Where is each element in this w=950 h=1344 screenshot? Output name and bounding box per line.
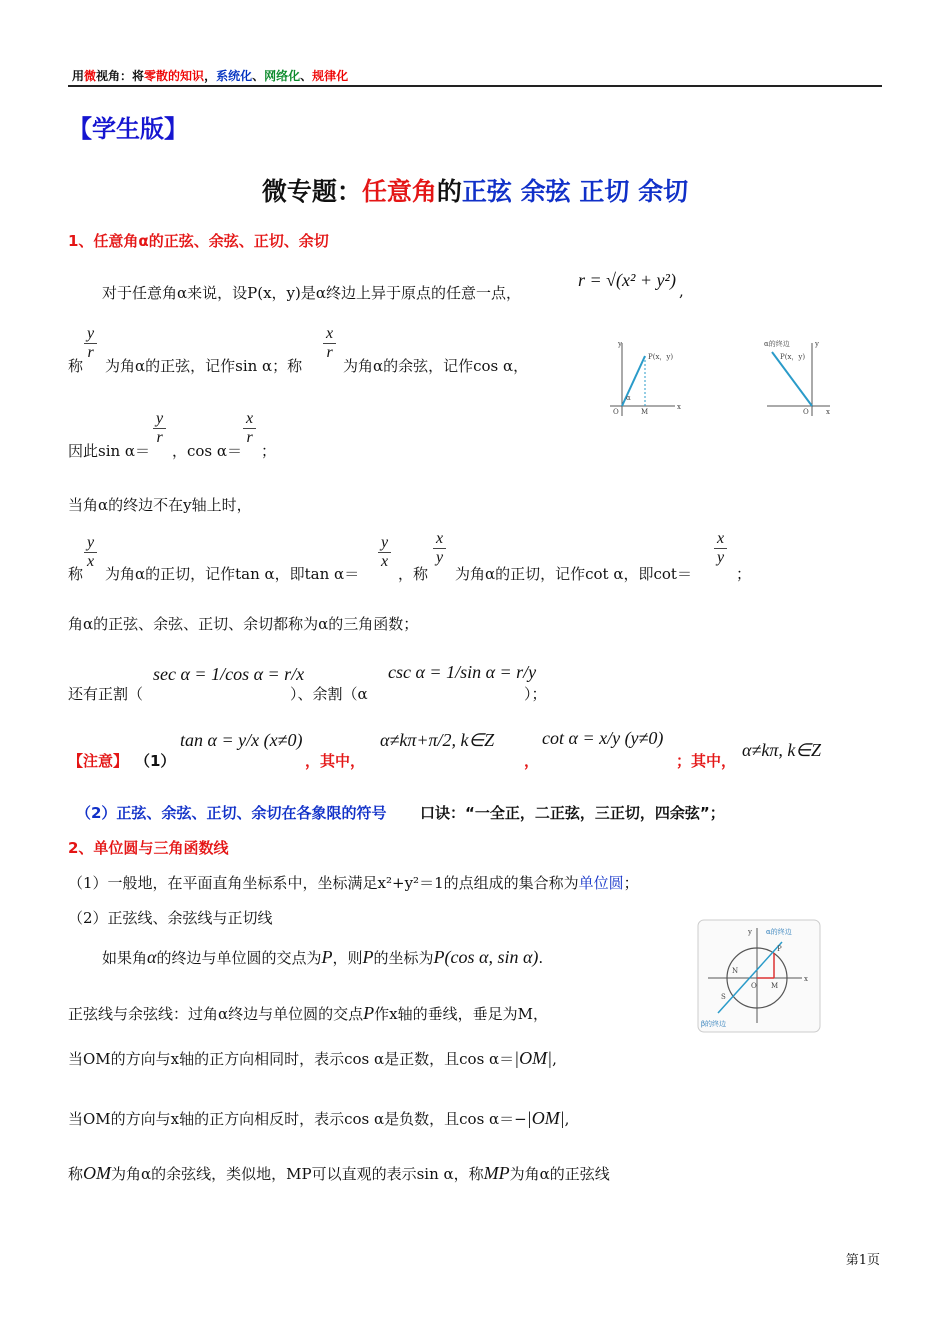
condition1: α≠kπ+π/2, k∈Z [380, 730, 495, 750]
cheng-label: 称 [68, 565, 84, 583]
axis-note: 当角α的终边不在y轴上时， [68, 496, 252, 514]
note-comma: ， [524, 752, 540, 770]
page-title [0, 172, 950, 208]
section2-p2: （2）正弦线、余弦线与正切线 [68, 909, 273, 927]
p1-text: （1）一般地，在平面直角坐标系中，坐标满足x²+y²＝1的点组成的集合称为 [68, 874, 579, 892]
frac-x-over-y: $\frac{x}{y}$ [714, 530, 727, 567]
title-part: 正弦 [461, 177, 512, 206]
comma-cheng: ，称 [398, 565, 429, 583]
MP-symbol: MP [483, 1163, 510, 1183]
p1-text: ； [623, 874, 639, 892]
section2-heading: 2、单位圆与三角函数线 [68, 839, 229, 857]
fig3-alpha-edge: α的终边 [766, 928, 792, 936]
fig3-S: S [721, 993, 726, 1001]
fig3-M: M [771, 982, 779, 990]
cos-definition: 为角α的余弦，记作cos α， [343, 357, 529, 375]
header-text: 规律化 [312, 69, 349, 83]
P-symbol: P [362, 947, 374, 967]
where1: ，其中， [305, 752, 366, 770]
fig3-beta-edge: β的终边 [701, 1020, 727, 1028]
figure-second-quadrant [762, 338, 842, 418]
fig3-O: O [751, 982, 757, 990]
csc-formula: csc α = 1/sin α = r/y [388, 662, 537, 682]
title-part: 的 [436, 177, 462, 206]
where2: ；其中， [676, 752, 737, 770]
fig1-x: x [677, 403, 681, 411]
cot-definition: 为角α的正切，记作cot α，即cot＝ [455, 565, 692, 583]
abs-OM: |OM| [514, 1048, 553, 1068]
p7-text: 为角α的正弦线 [509, 1165, 610, 1183]
note-item1: （1） [135, 752, 176, 770]
section2-p7 [68, 1163, 610, 1184]
p3-text: ，则 [332, 949, 363, 967]
P-symbol: P [321, 947, 333, 967]
p3-text: 如果角 [102, 949, 148, 967]
fig3-y: y [748, 928, 752, 936]
p3-text: 的终边与单位圆的交点为 [156, 949, 322, 967]
mnemonic: 口诀：“一全正，二正弦，三正切，四余弦”； [420, 804, 725, 822]
header-text: 用 [72, 69, 85, 83]
fig1-M: M [641, 408, 649, 416]
header-text: 系统化 [216, 69, 253, 83]
p3-text: 的坐标为 [373, 949, 434, 967]
frac-y-over-r: $\frac{y}{r}$ [153, 410, 166, 447]
P-symbol: P [363, 1003, 375, 1023]
alpha-symbol: α [147, 947, 157, 967]
secant-lead: 还有正割（ [68, 685, 144, 703]
frac-x-over-r: $\frac{x}{r}$ [323, 325, 336, 362]
header-text: 网络化 [264, 69, 301, 83]
title-part: 余切 [638, 177, 689, 206]
sin-definition: 为角α的正弦，记作sin α；称 [105, 357, 303, 375]
figure-first-quadrant [605, 338, 685, 418]
note-label: 【注意】 [68, 752, 129, 770]
cos-eq-text: ，cos α＝ [172, 442, 243, 460]
close-paren: ）； [524, 685, 547, 703]
section1-intro: 对于任意角α来说，设P(x，y)是α终边上异于原点的任意一点， [102, 284, 521, 302]
section2-p5: 当OM的方向与x轴的正方向相同时，表示cos α是正数，且cos α＝|OM|, [68, 1048, 557, 1068]
p4-text: 正弦线与余弦线：过角α终边与单位圆的交点 [68, 1005, 364, 1023]
frac-y-over-r: $\frac{y}{r}$ [84, 325, 97, 362]
header-text: 微 [84, 69, 97, 83]
p7-text: 为角α的余弦线，类似地，MP可以直观的表示sin α，称 [111, 1165, 484, 1183]
fig1-y: y [618, 340, 622, 348]
section2-p3: 如果角α的终边与单位圆的交点为P，则P的坐标为P(cos α, sin α). [102, 947, 544, 967]
fig1-origin: O [613, 408, 619, 416]
header-rule [68, 85, 882, 87]
header-text: 、 [252, 69, 265, 83]
page-number: 第1页 [845, 1253, 880, 1268]
semicolon: ； [261, 442, 277, 460]
header-text: 零散的知识 [144, 69, 205, 83]
abs-OM: |OM| [526, 1108, 565, 1128]
title-part: 微专题： [261, 177, 362, 206]
figure-unit-circle [696, 918, 824, 1036]
version-label: 【学生版】 [68, 115, 188, 143]
header-text: 、 [300, 69, 313, 83]
fig1-alpha: α [626, 394, 631, 402]
frac-y-over-x: $\frac{y}{x}$ [84, 534, 97, 571]
fig3-N: N [732, 967, 739, 975]
r-formula: r = √(x² + y²) [578, 270, 676, 290]
frac-x-over-r: $\frac{x}{r}$ [243, 410, 256, 447]
p5-text: 当OM的方向与x轴的正方向相同时，表示cos α是正数，且cos α＝ [68, 1050, 515, 1068]
cheng-label: 称 [68, 357, 84, 375]
title-part: 余弦 [520, 177, 571, 206]
tan-condition: tan α = y/x (x≠0) [180, 730, 303, 750]
trig-names: 角α的正弦、余弦、正切、余切都称为α的三角函数； [68, 615, 419, 633]
sec-formula: sec α = 1/cos α = r/x [153, 664, 305, 684]
OM-symbol: OM [83, 1163, 112, 1183]
header-tagline [72, 67, 348, 84]
fig3-P: P [777, 945, 782, 953]
header-text: ， [204, 69, 217, 83]
section2-p1 [68, 872, 639, 893]
frac-x-over-y: $\frac{x}{y}$ [433, 530, 446, 567]
cot-condition: cot α = x/y (y≠0) [542, 728, 664, 748]
section1-heading: 1、任意角α的正弦、余弦、正切、余切 [68, 232, 329, 250]
title-part: 任意角 [361, 177, 437, 206]
condition2: α≠kπ, k∈Z [742, 740, 822, 760]
therefore-text: 因此sin α＝ [68, 442, 151, 460]
unit-circle-term: 单位圆 [578, 874, 624, 892]
fig2-y: y [815, 340, 819, 348]
title-part: 正切 [579, 177, 630, 206]
punct: , [679, 282, 684, 300]
semicolon: ； [736, 565, 752, 583]
p6-text: 当OM的方向与x轴的正方向相反时，表示cos α是负数，且cos α＝− [68, 1110, 527, 1128]
P-coordinate: P(cos α, sin α) [433, 947, 539, 967]
section2-p6: 当OM的方向与x轴的正方向相反时，表示cos α是负数，且cos α＝−|OM|, [68, 1108, 570, 1128]
frac-y-over-x: $\frac{y}{x}$ [378, 534, 391, 571]
note-item2: （2）正弦、余弦、正切、余切在各象限的符号 [76, 804, 387, 822]
fig2-origin: O [803, 408, 809, 416]
fig2-edge-label: α的终边 [764, 340, 790, 348]
section2-p4 [68, 1003, 548, 1024]
figure-frame [698, 920, 820, 1032]
header-text: 视角：将 [96, 69, 145, 83]
cosecant-lead: ）、余割（α [290, 685, 368, 703]
p4-text: 作x轴的垂线，垂足为M， [374, 1005, 548, 1023]
fig2-x: x [826, 408, 830, 416]
p7-text: 称 [68, 1165, 84, 1183]
fig2-point-label: P(x，y) [780, 353, 806, 361]
tan-definition: 为角α的正切，记作tan α，即tan α＝ [105, 565, 360, 583]
fig3-x: x [804, 975, 808, 983]
fig1-point-label: P(x，y) [648, 353, 674, 361]
